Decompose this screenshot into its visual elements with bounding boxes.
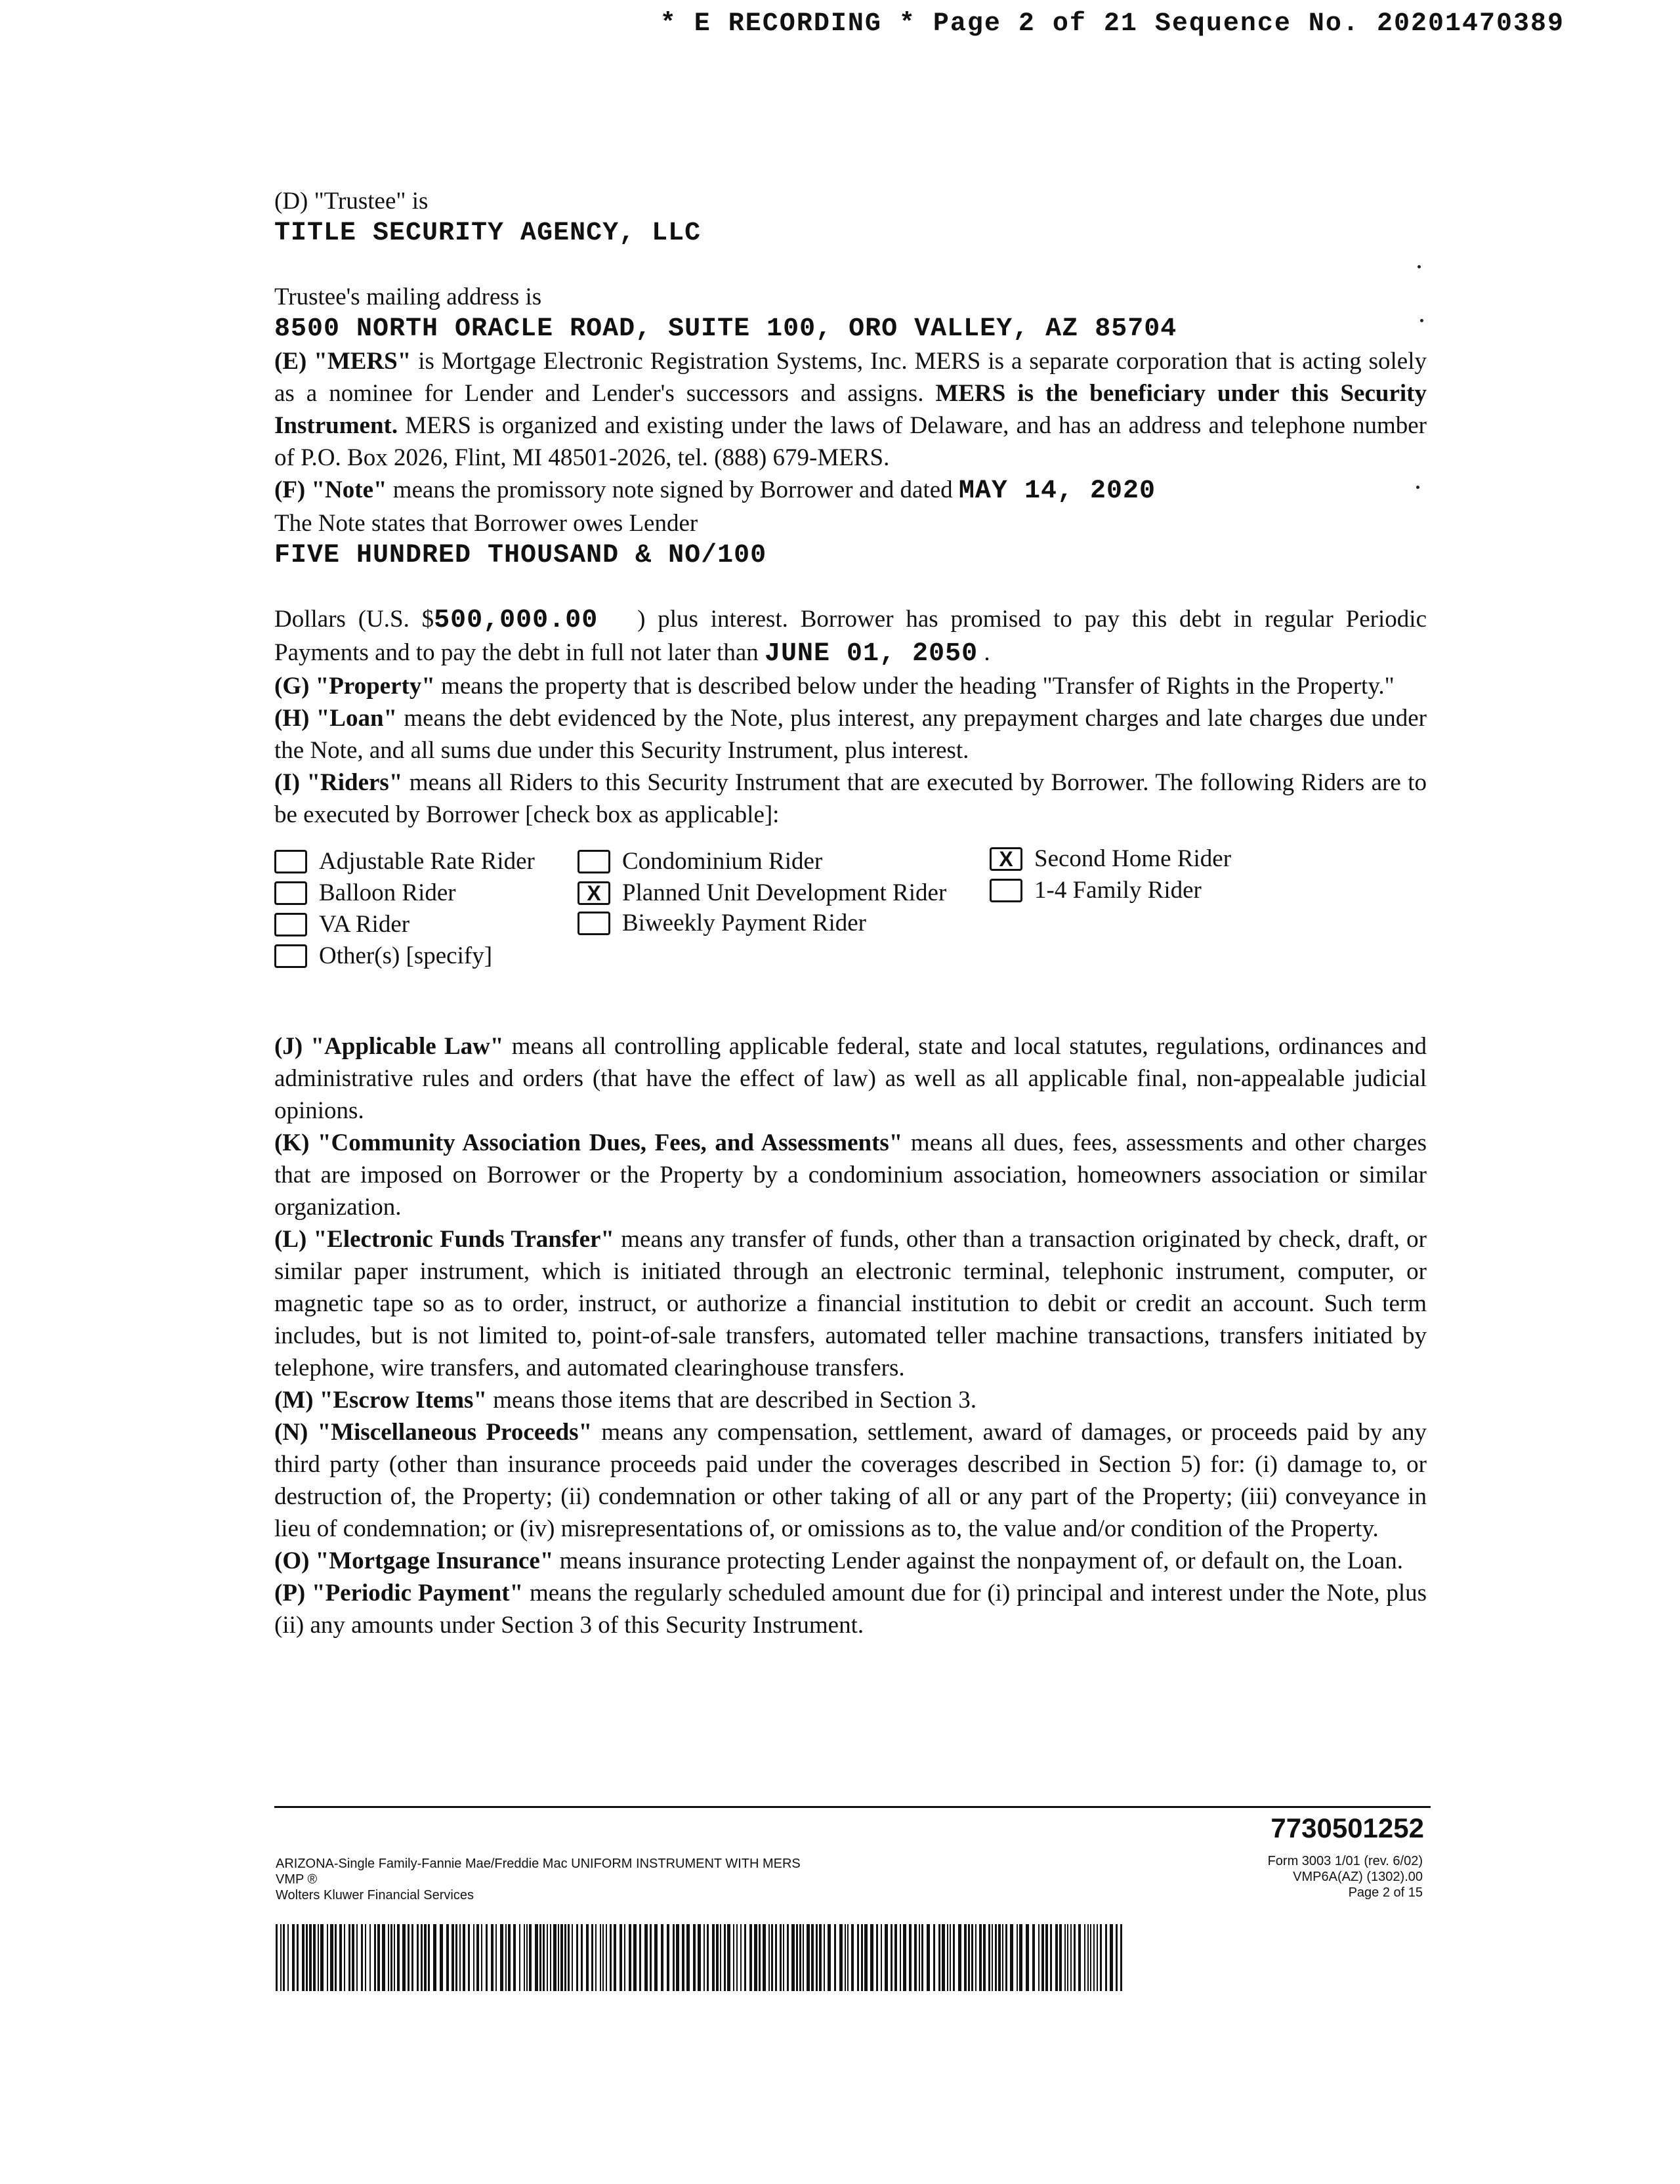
barcode-bar [1078,1924,1081,1991]
barcode-bar [553,1924,556,1991]
barcode-bar [1032,1924,1035,1991]
barcode-bar [864,1924,868,1991]
barcode-bar [1090,1924,1091,1991]
section-h [274,702,1427,766]
barcode-bar [654,1924,658,1991]
barcode-bar [1084,1924,1085,1991]
barcode-bar [452,1924,454,1991]
amount-number: 500,000.00 [434,606,598,635]
barcode-bar [339,1924,342,1991]
barcode-bar [560,1924,563,1991]
barcode-bar [975,1924,976,1991]
barcode-bar [894,1924,897,1991]
document-body [274,185,1427,1641]
barcode-bar [526,1924,528,1991]
barcode-bar [712,1924,715,1991]
barcode-bar [576,1924,578,1991]
barcode-bar [1110,1924,1113,1991]
barcode-bar [320,1924,324,1991]
barcode-bar [791,1924,795,1991]
barcode-bar [390,1924,392,1991]
barcode-bar [704,1924,705,1991]
barcode-bar [313,1924,316,1991]
barcode-bar [682,1924,684,1991]
barcode-bar [411,1924,413,1991]
dollars-text: ) plus interest. Borrower has promised to pay this debt in regular Periodic Payments and to pay the debt in full not later than [274,606,1427,666]
barcode-bar [505,1924,507,1991]
barcode-bar [771,1924,773,1991]
section-j-text: means all controlling applicable federal, state and local statutes, regulations, ordinances and administrative rules and orders (that have the effect of law) as well as all applicable final, non-appealable judicial opinions. [274,1033,1427,1124]
rider-checkbox[interactable] [274,881,307,905]
rider-checkbox[interactable] [274,913,307,936]
section-m-label: (M) "Escrow Items" [274,1387,487,1414]
barcode-bar [938,1924,940,1991]
barcode-bar [775,1924,777,1991]
barcode-bar [851,1924,854,1991]
barcode-bar [968,1924,970,1991]
section-f [274,474,1427,507]
section-e [274,345,1427,474]
trustee-heading: (D) "Trustee" is [274,188,429,215]
section-i [274,766,1427,831]
barcode-bar [1041,1924,1044,1991]
section-e-text-2: MERS is organized and existing under the laws of Delaware, and has an address and telephone number of P.O. Box 2026, Flint, MI 48501-2026, tel. (888) 679-MERS. [274,412,1427,471]
barcode-bar [763,1924,766,1991]
form-identifier-left [276,1856,801,1903]
publisher: Wolters Kluwer Financial Services [276,1888,474,1902]
rider-checkbox[interactable] [274,944,307,968]
barcode-bar [402,1924,406,1991]
rider-va[interactable]: VA Rider [274,908,410,940]
barcode-bar [287,1924,289,1991]
barcode-bar [1005,1924,1007,1991]
barcode-bar [500,1924,503,1991]
barcode-bar [716,1924,719,1991]
barcode-bar [591,1924,593,1991]
barcode-bar [861,1924,863,1991]
barcode-bar [602,1924,604,1991]
barcode-bar [811,1924,814,1991]
section-f-text: means the promissory note signed by Borrower and dated [387,476,959,503]
barcode-bar [828,1924,831,1991]
section-o-text: means insurance protecting Lender against the nonpayment of, or default on, the Loan. [553,1547,1403,1574]
barcode-bar [650,1924,652,1991]
barcode-bar [744,1924,746,1991]
trustee-address-label: Trustee's mailing address is [274,284,542,310]
barcode-bar [754,1924,757,1991]
barcode-bar [768,1924,770,1991]
barcode-bar [606,1924,607,1991]
rider-checkbox[interactable] [578,850,610,873]
barcode-bar [983,1924,986,1991]
barcode-bar [524,1924,525,1991]
barcode-bar [914,1924,917,1991]
barcode-bar [1059,1924,1062,1991]
barcode-bar [720,1924,721,1991]
barcode-bar [819,1924,822,1991]
barcode-bar [1100,1924,1102,1991]
barcode-bar [361,1924,363,1991]
form-number: Form 3003 1/01 (rev. 6/02) [1267,1854,1423,1868]
barcode-bar [377,1924,380,1991]
rider-other[interactable]: Other(s) [specify] [274,940,492,972]
barcode-bar [309,1924,312,1991]
barcode-bar [283,1924,285,1991]
barcode-bar [424,1924,427,1991]
barcode-bar [318,1924,319,1991]
barcode-bar [297,1924,299,1991]
barcode-bar [803,1924,804,1991]
barcode-bar [473,1924,474,1991]
barcode-bar [992,1924,993,1991]
barcode-bar [727,1924,730,1991]
barcode-bar [1064,1924,1066,1991]
barcode-bar [629,1924,631,1991]
rider-1-4-family[interactable]: 1-4 Family Rider [990,874,1202,906]
barcode-bar [335,1924,337,1991]
rider-checkbox[interactable] [274,850,307,873]
barcode-bar [698,1924,701,1991]
form-identifier-right [1268,1853,1423,1900]
rider-second-home[interactable]: X Second Home Rider [990,843,1231,875]
barcode-bar [564,1924,566,1991]
barcode-bar [1055,1924,1058,1991]
barcode-bar [964,1924,967,1991]
barcode-bar [1019,1924,1022,1991]
barcode-bar [971,1924,973,1991]
barcode-bar [824,1924,825,1991]
barcode-bar [529,1924,532,1991]
barcode-bar [468,1924,470,1991]
vmp-mark: VMP ® [276,1872,318,1887]
section-k [274,1127,1427,1223]
barcode-bar [799,1924,801,1991]
barcode-bar [903,1924,906,1991]
barcode-bar [572,1924,573,1991]
barcode-bar [733,1924,734,1991]
barcode-bar [1017,1924,1018,1991]
trustee-address: 8500 NORTH ORACLE ROAD, SUITE 100, ORO VALLEY, AZ 85704 [274,314,1177,344]
barcode-bar [661,1924,663,1991]
barcode-bar [780,1924,782,1991]
section-p-label: (P) "Periodic Payment" [274,1580,524,1606]
barcode-bar [707,1924,709,1991]
barcode-bar [839,1924,843,1991]
barcode-bar [495,1924,497,1991]
section-o [274,1545,1427,1577]
barcode-bar [550,1924,551,1991]
barcode-bar [693,1924,696,1991]
rider-biweekly-payment[interactable]: Biweekly Payment Rider [578,907,866,939]
barcode-bar [327,1924,328,1991]
vmp-code: VMP6A(AZ) (1302).00 [1293,1870,1423,1884]
barcode-bar [891,1924,892,1991]
section-l [274,1223,1427,1384]
barcode-bar [433,1924,436,1991]
barcode-bar [633,1924,637,1991]
barcode-bar [543,1924,545,1991]
riders-checklist [274,836,1427,967]
recording-header: * E RECORDING * Page 2 of 21 Sequence No. 20201470389 [660,9,1564,39]
barcode-bar [979,1924,982,1991]
barcode-bar [408,1924,410,1991]
form-title: ARIZONA-Single Family-Fannie Mae/Freddie Mac UNIFORM INSTRUMENT WITH MERS [276,1857,801,1871]
barcode-bar [686,1924,690,1991]
barcode-bar [1002,1924,1003,1991]
section-n-label: (N) "Miscellaneous Proceeds" [274,1419,593,1446]
scan-speck [1416,486,1419,489]
dollars-paragraph: Dollars (U.S. $500,000.00 ) plus interest. Borrower has promised to pay this debt in regular Periodic Payments and to pay the debt in full not later than JUNE 01, 2050 . [274,606,1427,669]
barcode-bar [481,1924,482,1991]
barcode-bar [749,1924,752,1991]
barcode-bar [787,1924,789,1991]
barcode-bar [455,1924,457,1991]
section-p [274,1577,1427,1641]
barcode-bar [581,1924,583,1991]
barcode-bar [302,1924,304,1991]
section-j-label: (J) "Applicable Law" [274,1033,504,1060]
rider-checkbox[interactable]: X [578,881,610,905]
barcode-bar [947,1924,948,1991]
barcode-bar [535,1924,538,1991]
section-j [274,1030,1427,1127]
barcode-bar [1067,1924,1068,1991]
loan-number: 7730501252 [1270,1813,1424,1843]
barcode-bar [421,1924,423,1991]
barcode-bar [397,1924,400,1991]
barcode-bar [388,1924,389,1991]
form-page-number: Page 2 of 15 [1348,1885,1423,1900]
section-l-text: means any transfer of funds, other than a transaction originated by check, draft, or similar paper instrument, which is initiated through an electronic terminal, telephonic instrument, computer, or magnetic tape so as to order, instruct, or authorize a financial institution to debit or credit an account. Such term includes, but is not limited to, point-of-sale transfers, automated teller machine transactions, transfers initiated by telephone, wire transfers, and automated clearinghouse transfers. [274,1226,1427,1381]
barcode-bar [595,1924,597,1991]
barcode-bar [857,1924,859,1991]
section-i-label: (I) "Riders" [274,769,403,796]
barcode-bar [382,1924,385,1991]
barcode-bar [1087,1924,1089,1991]
barcode-bar [885,1924,888,1991]
section-g-text: means the property that is described below under the heading "Transfer of Rights in the Property." [434,673,1395,700]
barcode-bar [919,1924,920,1991]
barcode-bar [953,1924,955,1991]
rider-condominium[interactable]: Condominium Rider [578,845,822,877]
dollars-prefix: Dollars (U.S. $ [274,606,434,633]
barcode-bar [508,1924,511,1991]
barcode-bar [796,1924,798,1991]
barcode-bar [463,1924,465,1991]
barcode-bar [845,1924,846,1991]
barcode-bar [958,1924,961,1991]
rider-checkbox[interactable] [578,912,610,935]
barcode-bar [1070,1924,1072,1991]
barcode-bar [1105,1924,1107,1991]
section-n [274,1416,1427,1545]
barcode-bar [1026,1924,1029,1991]
barcode-bar [816,1924,818,1991]
section-i-text: means all Riders to this Security Instrument that are executed by Borrower. The following Riders are to be executed by Borrower [check box as applicable]: [274,769,1427,828]
barcode-bar [624,1924,625,1991]
barcode-bar [513,1924,516,1991]
barcode-bar [1116,1924,1118,1991]
barcode-bar [586,1924,589,1991]
rider-planned-unit-development[interactable]: X Planned Unit Development Rider [578,877,946,909]
barcode-bar [610,1924,612,1991]
section-h-text: means the debt evidenced by the Note, plus interest, any prepayment charges and late charges due under the Note, and all sums due under this Security Instrument, plus interest. [274,705,1427,764]
barcode-bar [1097,1924,1098,1991]
barcode-bar [881,1924,882,1991]
barcode-bar [428,1924,430,1991]
section-e-text: is Mortgage Electronic Registration Systems, Inc. MERS is a separate corporation that is acting solely as a nominee for Lender and Lender's successors and assigns. [274,348,1427,407]
barcode-bar [942,1924,945,1991]
barcode-bar [667,1924,669,1991]
barcode-bar [330,1924,333,1991]
section-l-label: (L) "Electronic Funds Transfer" [274,1226,614,1253]
barcode-bar [1074,1924,1076,1991]
note-date: MAY 14, 2020 [958,476,1156,506]
barcode-bar [998,1924,1001,1991]
barcode-bar [933,1924,935,1991]
barcode-bar [921,1924,923,1991]
barcode-bar [348,1924,350,1991]
barcode-bar [847,1924,849,1991]
barcode-bar [356,1924,358,1991]
barcode-bar [876,1924,878,1991]
section-o-label: (O) "Mortgage Insurance" [274,1547,554,1574]
barcode-bar [600,1924,601,1991]
section-g [274,670,1427,702]
barcode-bar [476,1924,479,1991]
section-g-label: (G) "Property" [274,673,435,700]
barcode-bar [394,1924,395,1991]
barcode-bar [759,1924,761,1991]
barcode-bar [870,1924,873,1991]
section-e-label: (E) "MERS" [274,348,411,375]
scan-speck [1420,319,1423,322]
barcode-bar [995,1924,997,1991]
section-p-text: means the regularly scheduled amount due for (i) principal and interest under the Note, plus (ii) any amounts under Section 3 of this Security Instrument. [274,1580,1427,1639]
section-k-label: (K) "Community Association Dues, Fees, and Assessments" [274,1129,903,1156]
barcode-bar [352,1924,354,1991]
barcode-bar [614,1924,616,1991]
trustee-name: TITLE SECURITY AGENCY, LLC [274,219,702,248]
barcode-bar [417,1924,419,1991]
barcode-bar [1010,1924,1013,1991]
barcode-bar [1045,1924,1048,1991]
barcode-bar [369,1924,371,1991]
barcode-bar [736,1924,738,1991]
barcode-bar [276,1924,278,1991]
barcode-bar [306,1924,308,1991]
barcode-bar [1038,1924,1040,1991]
barcode-bar [446,1924,449,1991]
barcode-bar [639,1924,641,1991]
maturity-date: JUNE 01, 2050 [765,639,978,669]
barcode-bar [1120,1924,1122,1991]
barcode-bar [558,1924,559,1991]
barcode-bar [344,1924,345,1991]
barcode-bar [491,1924,494,1991]
barcode-bar [834,1924,836,1991]
barcode-bar [673,1924,675,1991]
barcode-bar [909,1924,912,1991]
barcode-bar [280,1924,282,1991]
barcode-bar [1050,1924,1052,1991]
section-k-text: means all dues, fees, assessments and other charges that are imposed on Borrower or the Property by a condominium association, homeowners association or similar organization. [274,1129,1427,1221]
section-f-label: (F) "Note" [274,476,387,503]
barcode-bar [374,1924,376,1991]
barcode-bar [676,1924,679,1991]
section-h-label: (H) "Loan" [274,705,398,732]
rider-adjustable-rate[interactable]: Adjustable Rate Rider [274,845,535,877]
section-m-text: means those items that are described in Section 3. [487,1387,976,1414]
barcode-bar [988,1924,990,1991]
barcode-bar [539,1924,541,1991]
amount-words: FIVE HUNDRED THOUSAND & NO/100 [274,541,767,570]
barcode-bar [900,1924,901,1991]
scan-speck [1418,265,1421,268]
barcode-bar [783,1924,784,1991]
rider-checkbox[interactable]: X [990,847,1022,871]
barcode-bar [724,1924,726,1991]
barcode-bar [927,1924,930,1991]
section-m [274,1384,1427,1416]
barcode-bar [365,1924,366,1991]
barcode-bar [519,1924,520,1991]
barcode-bar [440,1924,443,1991]
barcode-bar [459,1924,461,1991]
rider-checkbox[interactable] [990,879,1022,902]
barcode-bar [620,1924,622,1991]
rider-balloon[interactable]: Balloon Rider [274,877,456,909]
barcode-bar [568,1924,570,1991]
footer-divider [274,1806,1431,1808]
barcode-bar [807,1924,810,1991]
section-f-owes: The Note states that Borrower owes Lender [274,510,698,537]
barcode-bar [740,1924,742,1991]
barcode-bar [547,1924,548,1991]
barcode-bar [1093,1924,1095,1991]
barcode-bar [486,1924,488,1991]
barcode [276,1924,1133,1991]
barcode-bar [950,1924,951,1991]
barcode-bar [644,1924,648,1991]
section-n-text: means any compensation, settlement, award of damages, or proceeds paid by any third party (other than insurance proceeds paid under the coverages described in Section 5) for: (i) damage to, or destruction of, the Property; (ii) condemnation or other taking of all or any part of the Property; (iii) conveyance in lieu of condemnation; or (iv) misrepresentations of, or omissions as to, the value and/or condition of the Property. [274,1419,1427,1542]
section-e-bold: MERS is the beneficiary under this Security Instrument. [274,380,1427,439]
barcode-bar [292,1924,295,1991]
